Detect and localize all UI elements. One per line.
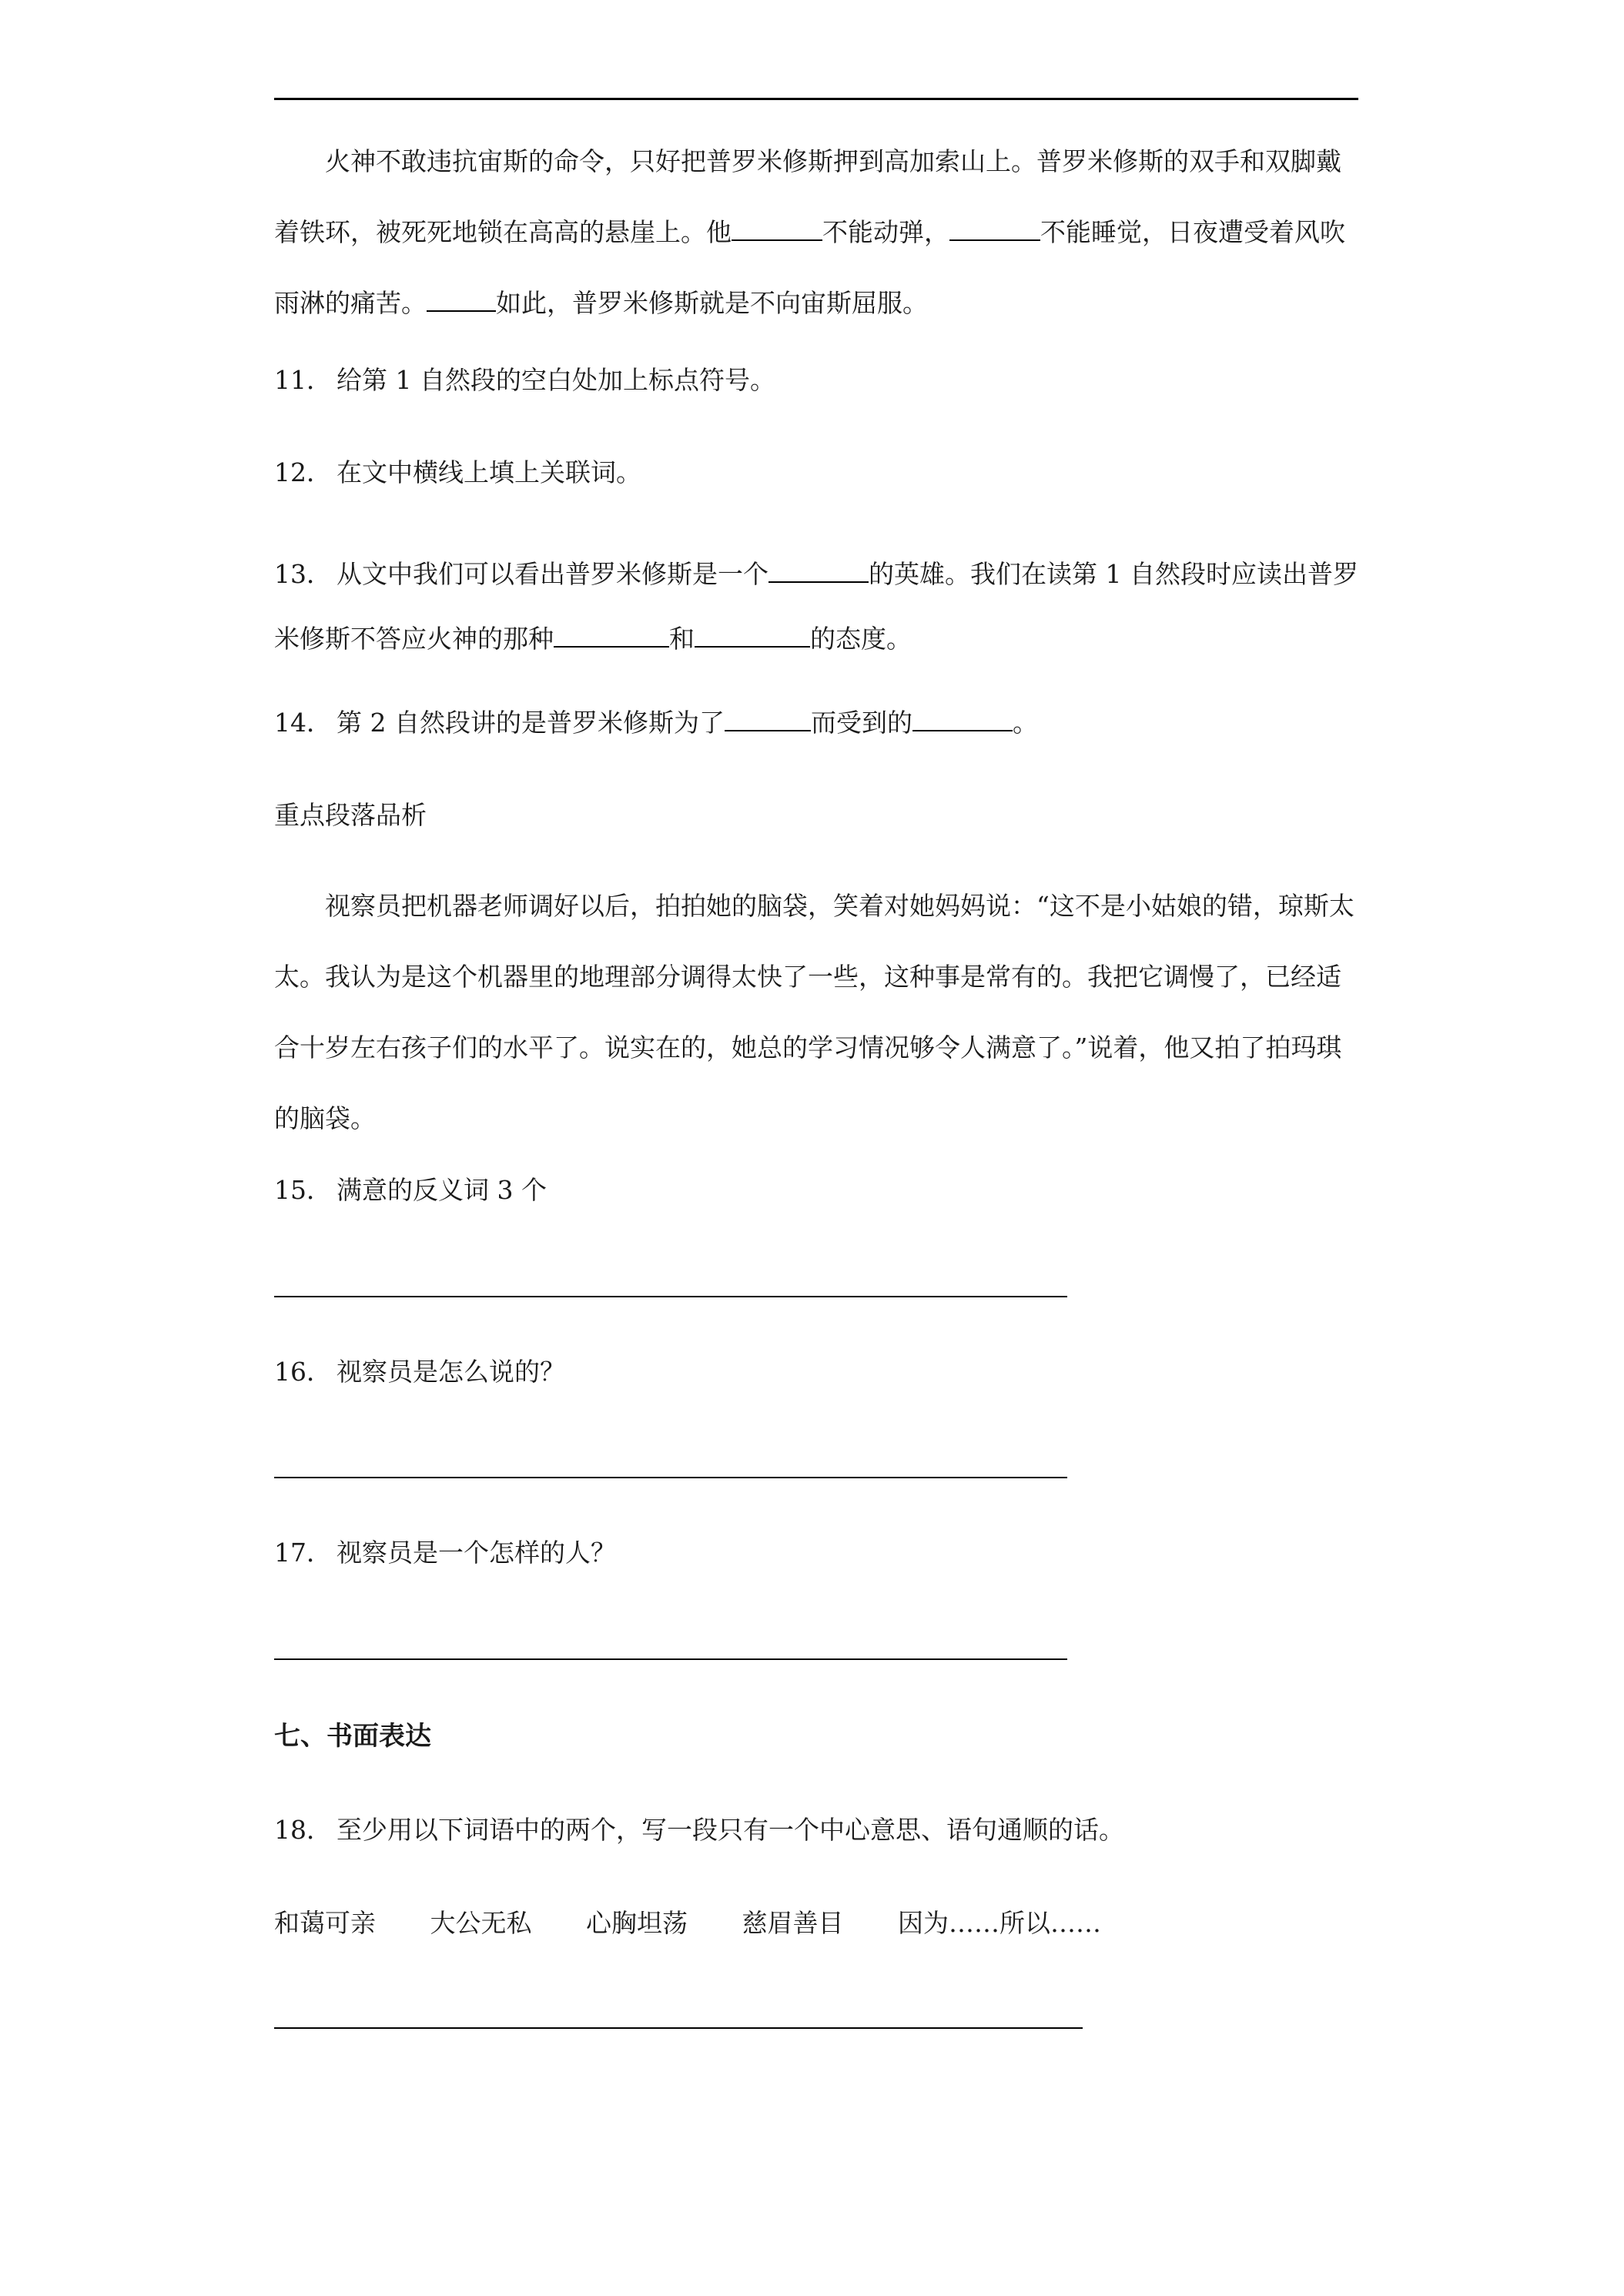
word-item: 慈眉善目 (742, 1908, 844, 1938)
word-list (274, 1900, 1358, 1946)
section-7-title: 七、书面表达 (274, 1721, 431, 1752)
question-text: 视察员是一个怎样的人？ (337, 1538, 616, 1568)
answer-line-17[interactable] (274, 1658, 1067, 1660)
word-item: 和蔼可亲 (274, 1908, 376, 1938)
passage-2-text: 视察员把机器老师调好以后，拍拍她的脑袋，笑着对她妈妈说：“这不是小姑娘的错，琼斯太太。我认为是这个机器里的地理部分调得太快了一些，这种事是常有的。我把它调慢了，已经适合十岁左右孩子们的水平了。说实在的，她总的学习情况够令人满意了。”说着，他又拍了拍玛琪的脑袋。 (274, 891, 1354, 1133)
question-11: 11． 给第 1 自然段的空白处加上标点符号。 (274, 365, 775, 395)
answer-line-15[interactable] (274, 1296, 1067, 1297)
blank-13c[interactable] (695, 620, 810, 648)
question-text: 至少用以下词语中的两个，写一段只有一个中心意思、语句通顺的话。 (337, 1815, 1124, 1845)
question-text: 给第 1 自然段的空白处加上标点符号。 (337, 365, 775, 395)
blank-3[interactable] (427, 284, 496, 312)
section-label: 重点段落品析 (274, 800, 427, 830)
word-item: 因为……所以…… (898, 1908, 1101, 1938)
question-14: 14． 第 2 自然段讲的是普罗米修斯为了 而受到的 。 (274, 700, 1358, 746)
blank-13b[interactable] (554, 620, 669, 648)
passage-1-text: 火神不敢违抗宙斯的命令，只好把普罗米修斯押到高加索山上。普罗米修斯的双手和双脚戴着铁环，被死死地锁在高高的悬崖上。他 (274, 146, 1341, 247)
blank-13a[interactable] (768, 555, 869, 583)
question-18: 18． 至少用以下词语中的两个，写一段只有一个中心意思、语句通顺的话。 (274, 1815, 1124, 1845)
question-15: 15． 满意的反义词 3 个 (274, 1175, 547, 1205)
question-12: 12． 在文中横线上填上关联词。 (274, 457, 641, 487)
question-text: 视察员是怎么说的？ (337, 1357, 565, 1387)
blank-14b[interactable] (912, 704, 1013, 731)
word-item: 心胸坦荡 (586, 1908, 688, 1938)
answer-line-16[interactable] (274, 1477, 1067, 1478)
blank-1[interactable] (732, 213, 822, 241)
passage-2 (274, 871, 1358, 1154)
blank-14a[interactable] (725, 704, 811, 731)
top-rule (274, 98, 1358, 100)
passage-1: 火神不敢违抗宙斯的命令，只好把普罗米修斯押到高加索山上。普罗米修斯的双手和双脚戴着铁环，被死死地锁在高高的悬崖上。他 不能动弹， 不能睡觉，日夜遭受着风吹雨淋的痛苦。 如此，普罗米修斯就是不向宙斯屈服。 (274, 146, 1345, 318)
answer-line-18[interactable] (274, 2027, 1083, 2029)
question-16: 16． 视察员是怎么说的？ (274, 1357, 565, 1387)
question-17: 17． 视察员是一个怎样的人？ (274, 1538, 616, 1568)
question-13: 13． 从文中我们可以看出普罗米修斯是一个 的英雄。我们在读第 1 自然段时应读出普罗米修斯不答应火神的那种 和 的态度。 (274, 542, 1358, 671)
question-text: 在文中横线上填上关联词。 (337, 457, 641, 487)
blank-2[interactable] (949, 213, 1040, 241)
word-item: 大公无私 (430, 1908, 532, 1938)
question-text: 满意的反义词 3 个 (337, 1175, 547, 1205)
